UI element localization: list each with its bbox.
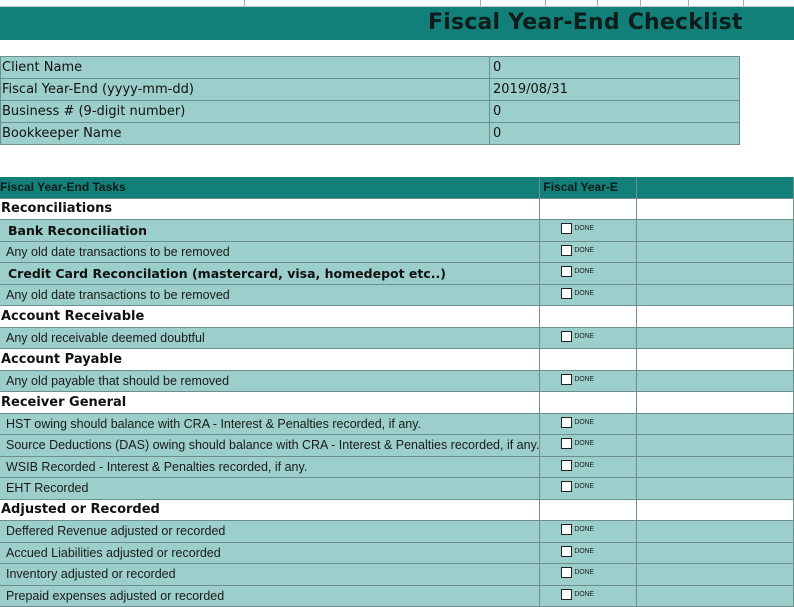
section-title: Account Payable xyxy=(1,351,123,367)
task-label: Any old date transactions to be removed xyxy=(6,287,230,302)
done-checkbox[interactable] xyxy=(561,417,593,428)
task-cell xyxy=(0,370,540,392)
checkbox-square-icon[interactable] xyxy=(561,245,572,256)
done-label: DONE xyxy=(574,289,594,297)
task-cell xyxy=(0,564,540,586)
checkbox-square-icon[interactable] xyxy=(561,374,572,385)
task-label: HST owing should balance with CRA - Interest & Penalties recorded, if any. xyxy=(6,416,422,431)
task-cell xyxy=(0,413,540,435)
done-label: DONE xyxy=(574,225,594,233)
notes-cell[interactable] xyxy=(637,435,794,457)
notes-cell[interactable] xyxy=(637,456,794,478)
task-cell xyxy=(0,499,540,521)
task-cell xyxy=(0,542,540,564)
info-label: Client Name xyxy=(1,57,490,79)
checkbox-square-icon[interactable] xyxy=(561,589,572,600)
task-row xyxy=(0,478,794,500)
checkbox-square-icon[interactable] xyxy=(561,460,572,471)
section-title: Receiver General xyxy=(1,394,127,410)
notes-cell[interactable] xyxy=(637,478,794,500)
info-value-cell[interactable]: 0 xyxy=(490,57,740,79)
task-row xyxy=(0,456,794,478)
done-checkbox[interactable] xyxy=(561,331,593,342)
done-label: DONE xyxy=(574,547,594,555)
task-label: Inventory adjusted or recorded xyxy=(6,567,176,582)
notes-cell[interactable] xyxy=(637,542,794,564)
info-row xyxy=(1,101,740,123)
info-label: Bookkeeper Name xyxy=(1,123,490,145)
checkbox-square-icon[interactable] xyxy=(561,524,572,535)
notes-cell[interactable] xyxy=(637,327,794,349)
status-cell xyxy=(540,564,637,586)
column-divider xyxy=(545,0,546,6)
done-label: DONE xyxy=(574,461,594,469)
notes-cell[interactable] xyxy=(637,499,794,521)
status-cell xyxy=(540,435,637,457)
info-row xyxy=(1,123,740,145)
task-cell xyxy=(0,241,540,263)
info-label: Business # (9-digit number) xyxy=(1,101,490,123)
status-cell xyxy=(540,499,637,521)
done-checkbox[interactable] xyxy=(561,589,593,600)
status-cell xyxy=(540,284,637,306)
status-cell xyxy=(540,392,637,414)
done-label: DONE xyxy=(574,569,594,577)
section-title: Account Receivable xyxy=(1,308,145,324)
notes-cell[interactable] xyxy=(637,284,794,306)
section-row xyxy=(0,499,794,521)
task-row xyxy=(0,413,794,435)
notes-cell[interactable] xyxy=(637,349,794,371)
done-checkbox[interactable] xyxy=(561,266,593,277)
column-divider xyxy=(480,0,481,6)
task-cell xyxy=(0,306,540,328)
task-row xyxy=(0,284,794,306)
title-banner xyxy=(0,7,794,40)
checkbox-square-icon[interactable] xyxy=(561,438,572,449)
task-label: Prepaid expenses adjusted or recorded xyxy=(6,588,225,603)
notes-cell[interactable] xyxy=(637,263,794,285)
task-cell xyxy=(0,220,540,242)
task-cell xyxy=(0,263,540,285)
tasks-header-status: Fiscal Year-E xyxy=(540,177,637,198)
task-row xyxy=(0,370,794,392)
column-divider xyxy=(244,0,245,6)
notes-cell[interactable] xyxy=(637,220,794,242)
section-row xyxy=(0,392,794,414)
tasks-header-row xyxy=(0,177,794,198)
done-label: DONE xyxy=(574,246,594,254)
task-label: Accued Liabilities adjusted or recorded xyxy=(6,545,221,560)
done-label: DONE xyxy=(574,590,594,598)
checkbox-square-icon[interactable] xyxy=(561,223,572,234)
task-label: Bank Reconciliation xyxy=(8,222,147,238)
status-cell xyxy=(540,370,637,392)
info-row xyxy=(1,57,740,79)
notes-cell[interactable] xyxy=(637,392,794,414)
notes-cell[interactable] xyxy=(637,370,794,392)
column-divider xyxy=(597,0,598,6)
status-cell xyxy=(540,521,637,543)
status-cell xyxy=(540,263,637,285)
task-cell xyxy=(0,521,540,543)
status-cell xyxy=(540,413,637,435)
done-label: DONE xyxy=(574,268,594,276)
task-row xyxy=(0,564,794,586)
checkbox-square-icon[interactable] xyxy=(561,331,572,342)
task-row xyxy=(0,263,794,285)
done-checkbox[interactable] xyxy=(561,481,593,492)
task-cell xyxy=(0,327,540,349)
task-cell xyxy=(0,198,540,220)
notes-cell[interactable] xyxy=(637,413,794,435)
checkbox-square-icon[interactable] xyxy=(561,266,572,277)
task-label: EHT Recorded xyxy=(6,481,89,496)
section-row xyxy=(0,349,794,371)
page-title: Fiscal Year-End Checklist xyxy=(428,10,743,35)
done-checkbox[interactable] xyxy=(561,223,593,234)
notes-cell[interactable] xyxy=(637,241,794,263)
info-row xyxy=(1,79,740,101)
status-cell xyxy=(540,220,637,242)
status-cell xyxy=(540,542,637,564)
done-checkbox[interactable] xyxy=(561,245,593,256)
checkbox-square-icon[interactable] xyxy=(561,288,572,299)
section-row xyxy=(0,198,794,220)
status-cell xyxy=(540,306,637,328)
status-cell xyxy=(540,478,637,500)
notes-cell[interactable] xyxy=(637,521,794,543)
done-checkbox[interactable] xyxy=(561,567,593,578)
task-label: Any old date transactions to be removed xyxy=(6,244,230,259)
task-cell xyxy=(0,349,540,371)
done-checkbox[interactable] xyxy=(561,546,593,557)
checkbox-square-icon[interactable] xyxy=(561,546,572,557)
tasks-table xyxy=(0,177,794,607)
status-cell xyxy=(540,327,637,349)
done-checkbox[interactable] xyxy=(561,374,593,385)
done-label: DONE xyxy=(574,418,594,426)
task-cell xyxy=(0,392,540,414)
done-checkbox[interactable] xyxy=(561,460,593,471)
status-cell xyxy=(540,198,637,220)
tasks-header-empty xyxy=(637,177,794,198)
done-label: DONE xyxy=(574,332,594,340)
column-divider xyxy=(743,0,744,6)
notes-cell[interactable] xyxy=(637,564,794,586)
checkbox-square-icon[interactable] xyxy=(561,567,572,578)
top-toolbar-strip xyxy=(0,0,794,7)
task-row xyxy=(0,435,794,457)
task-cell xyxy=(0,435,540,457)
client-info-table xyxy=(0,56,740,145)
task-label: Deffered Revenue adjusted or recorded xyxy=(6,524,226,539)
task-row xyxy=(0,327,794,349)
notes-cell[interactable] xyxy=(637,306,794,328)
status-cell xyxy=(540,241,637,263)
status-cell xyxy=(540,456,637,478)
column-divider xyxy=(688,0,689,6)
info-label: Fiscal Year-End (yyyy-mm-dd) xyxy=(1,79,490,101)
done-checkbox[interactable] xyxy=(561,438,593,449)
status-cell xyxy=(540,349,637,371)
task-cell xyxy=(0,456,540,478)
notes-cell[interactable] xyxy=(637,198,794,220)
task-label: WSIB Recorded - Interest & Penalties recorded, if any. xyxy=(6,459,308,474)
done-label: DONE xyxy=(574,440,594,448)
done-label: DONE xyxy=(574,375,594,383)
task-row xyxy=(0,542,794,564)
task-cell xyxy=(0,284,540,306)
done-label: DONE xyxy=(574,483,594,491)
info-value-cell[interactable]: 2019/08/31 xyxy=(490,79,740,101)
done-checkbox[interactable] xyxy=(561,288,593,299)
done-checkbox[interactable] xyxy=(561,524,593,535)
tasks-header-label: Fiscal Year-End Tasks xyxy=(0,177,540,198)
info-value-cell[interactable]: 0 xyxy=(490,123,740,145)
done-label: DONE xyxy=(574,526,594,534)
checkbox-square-icon[interactable] xyxy=(561,481,572,492)
checkbox-square-icon[interactable] xyxy=(561,417,572,428)
info-value-cell[interactable]: 0 xyxy=(490,101,740,123)
task-row xyxy=(0,521,794,543)
task-row xyxy=(0,220,794,242)
task-cell xyxy=(0,478,540,500)
section-row xyxy=(0,306,794,328)
section-title: Adjusted or Recorded xyxy=(1,502,160,518)
section-title: Reconciliations xyxy=(1,201,113,217)
task-label: Credit Card Reconcilation (mastercard, visa, homedepot etc..) xyxy=(8,265,447,281)
column-divider xyxy=(640,0,641,6)
task-label: Any old payable that should be removed xyxy=(6,373,230,388)
task-label: Source Deductions (DAS) owing should balance with CRA - Interest & Penalties recorded, if any. xyxy=(6,438,540,453)
task-label: Any old receivable deemed doubtful xyxy=(6,330,205,345)
task-row xyxy=(0,241,794,263)
